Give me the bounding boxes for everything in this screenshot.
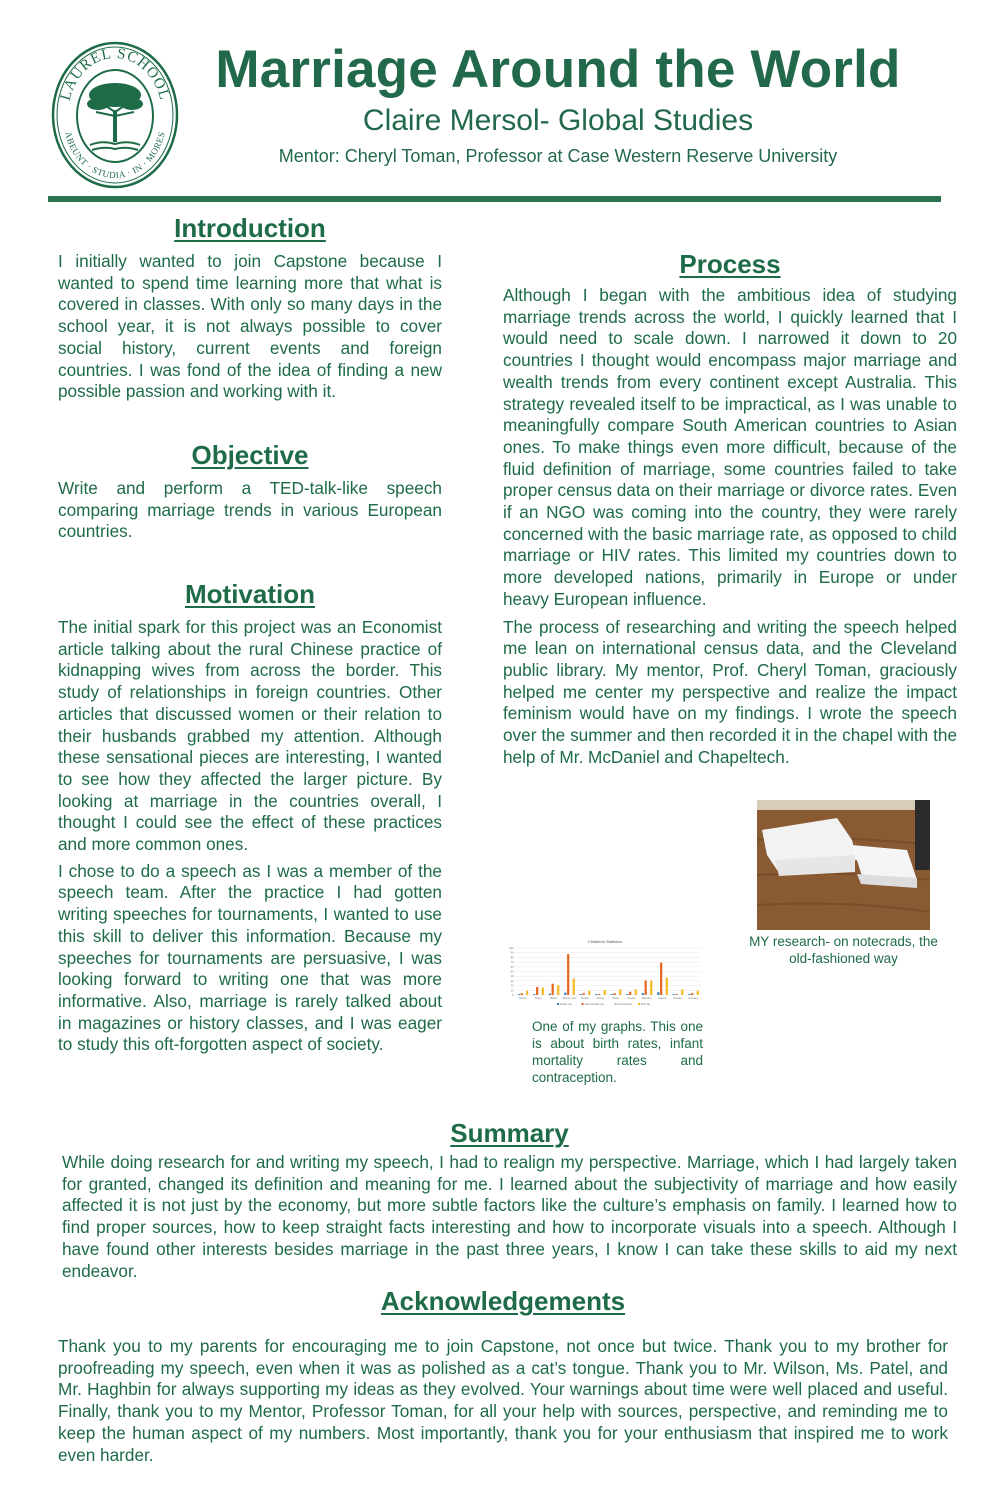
chart-bar (673, 994, 675, 995)
objective-section (58, 440, 442, 543)
chart-bar (657, 992, 659, 995)
childrens-statistics-chart (505, 935, 705, 1010)
chart-bar (629, 992, 631, 995)
introduction-paragraph: I initially wanted to join Capstone because I wanted to spend time learning more that what is covered in classes. With only so many days in the school year, it is not always possible to cover social history, current events and foreign countries. I was fond of the idea of finding a new possible passion and working with it. (58, 251, 442, 402)
chart-bar (518, 994, 520, 995)
chart-x-tick-label: Croatia (580, 997, 589, 1000)
chart-legend-label: Fertility rate (560, 1004, 572, 1006)
chart-bar (691, 993, 693, 995)
chart-bar (549, 994, 551, 995)
chart-y-tick-label: 0 (512, 994, 514, 997)
chart-legend-swatch (557, 1003, 559, 1005)
summary-section (62, 1118, 957, 1282)
process-paragraph-1: Although I began with the ambitious idea of studying marriage trends across the world, I quickly learned that I would need to scale down. I narrowed it down to 20 countries I thought would encompass major marriage and wealth trends from every continent except Australia. This strategy revealed itself to be impractical, as I was unable to meaningfully compare South American countries to Asian ones. To make things even more difficult, because of the fluid definition of marriage, some countries failed to take proper census data on their marriage or divorce rates. Even if an NGO was coming into the country, they were rarely concerned with the basic marriage rate, as opposed to child marriage or HIV rates. This limited my countries down to more developed nations, primarily in Europe or under heavy European influence. (503, 285, 957, 609)
chart-x-tick-label: America (626, 997, 636, 1000)
introduction-section (58, 213, 442, 403)
chart-bar (552, 984, 554, 995)
chart-bar (688, 994, 690, 995)
process-paragraph-2: The process of researching and writing the speech helped me lean on international census data, and the Cleveland public library. My mentor, Prof. Cheryl Toman, graciously helped me center my perspective and realize the impact feminism would have on my findings. I wrote the speech over the summer and then recorded it in the chapel with the help of Mr. McDaniel and Chapeltech. (503, 616, 957, 767)
chart-y-tick-label: 30 (510, 979, 514, 983)
seal-text-top: LAUREL SCHOOL (57, 45, 173, 103)
process-section (503, 249, 957, 768)
chart-bar (536, 987, 538, 995)
chart-x-tick-label: Germany (688, 997, 699, 1000)
chart-bar (626, 994, 628, 995)
chart-bar (635, 989, 637, 995)
objective-paragraph: Write and perform a TED-talk-like speech comparing marriage trends in various European countries. (58, 478, 442, 542)
chart-bar (573, 979, 575, 995)
chart-bar (567, 954, 569, 995)
motivation-heading: Motivation (185, 579, 315, 609)
chart-legend-swatch (615, 1003, 617, 1005)
acknowledgements-heading: Acknowledgements (380, 1286, 626, 1316)
chart-x-tick-label: Turkey (534, 997, 542, 1000)
chart-y-tick-label: 20 (510, 984, 514, 988)
author-subtitle: Claire Mersol- Global Studies (362, 104, 754, 137)
chart-bar (526, 991, 528, 995)
chart-x-tick-label: Sierra Leone (562, 997, 577, 1000)
chart-bar (645, 980, 647, 995)
acknowledgements-paragraph: Thank you to my parents for encouraging me to join Capstone, not once but twice. Thank you to my brother for proofreading my speech, even when it was as polished as a cat’s tongue. Thank you to Mr. Wilson, Ms. Patel, and Mr. Haghbin for always supporting my ideas as they evolved. Your warnings about time were well placed and useful. Finally, thank you to my Mentor, Professor Toman, for all your help with sources, perspective, and reminding me to keep the human aspect of my numbers. Most importantly, thank you for your enthusiasm that inspired me to work even harder. (58, 1336, 948, 1465)
chart-y-tick-label: 100 (509, 947, 514, 950)
chart-legend-label: Contraception (617, 1004, 633, 1006)
chart-bar (588, 991, 590, 995)
chart-bar (564, 993, 566, 995)
chart-x-tick-label: Sweden (673, 997, 683, 1000)
chart-title: Childrens Statistics (587, 939, 623, 944)
chart-x-tick-label: Mexico (549, 997, 558, 1000)
mentor-line: Mentor: Cheryl Toman, Professor at Case Western Reserve University (278, 146, 838, 166)
chart-x-tick-label: Norway (596, 997, 605, 1000)
chart-y-tick-label: 70 (510, 961, 514, 965)
motivation-paragraph-1: The initial spark for this project was an Economist article talking about the rural Chinese practice of kidnapping wives from across the border. This study of relationships in foreign countries. Other articles that discussed women or their relation to their husbands grabbed my attention. Although these sensational pieces are interesting, I wanted to see how they affected the larger picture. By looking at marriage in the countries overall, I thought I could see the effect of these practices and more common ones. (58, 617, 442, 855)
notecards-photo (757, 800, 930, 930)
chart-y-tick-label: 40 (510, 975, 514, 979)
chart-bar (595, 994, 597, 995)
chart-bar (681, 989, 683, 995)
motivation-section (58, 579, 442, 1056)
chart-legend-label: Birth rate (641, 1004, 651, 1006)
chart-y-tick-label: 90 (510, 951, 514, 955)
chart-bar (583, 993, 585, 995)
chart-bar (521, 993, 523, 995)
chart-bar (604, 990, 606, 995)
chart-x-tick-label: Nigeria (658, 997, 667, 1000)
chart-bar (611, 994, 613, 995)
introduction-heading: Introduction (174, 213, 326, 243)
motivation-paragraph-2: I chose to do a speech as I was a member of the speech team. After the practice I had gotten writing speeches for tournaments, I wanted to use this skill to deliver this information. Because my speeches for tournaments are persuasive, I was looking forward to writing one that was more informative. Also, marriage is rarely talked about in magazines or history classes, and I was eager to study this oft-forgotten aspect of society. (58, 860, 442, 1055)
chart-bar (614, 993, 616, 995)
poster-title: Marriage Around the World (215, 40, 901, 99)
chart-bar (598, 994, 600, 995)
chart-x-tick-label: Greece (518, 997, 527, 1000)
chart-caption: One of my graphs. This one is about birth rates, infant mortality rates and contraception. (532, 1019, 703, 1085)
chart-bar (676, 994, 678, 995)
photo-caption: MY research- on notecrads, the old-fashioned way (749, 934, 938, 966)
chart-bar (642, 993, 644, 995)
chart-bar (660, 963, 662, 995)
chart-bar (666, 978, 668, 995)
process-heading: Process (679, 249, 781, 279)
chart-bar (650, 980, 652, 995)
chart-bar (697, 991, 699, 995)
seal-text-bottom: ABEUNT · STUDIA · IN · MORES (63, 130, 167, 181)
chart-x-tick-label: Britain (612, 997, 620, 1000)
chart-y-tick-label: 80 (510, 956, 514, 960)
chart-bar (557, 985, 559, 995)
chart-legend-swatch (582, 1003, 584, 1005)
summary-paragraph: While doing research for and writing my speech, I had to realign my perspective. Marriage, which I had largely taken for granted, changed its definition and meaning for me. I learned about the subjectivity of marriage and how easily affected it is not just by the economy, but more subtle factors like the culture’s emphasis on family. I learned how to find proper sources, how to keep straight facts interesting and how to incorporate visuals into a speech. Although I have found other interests besides marriage in the past three years, I know I can take these skills to aid my next endeavor. (62, 1152, 957, 1281)
objective-heading: Objective (191, 440, 309, 470)
chart-legend-label: Infant Mortality rate (584, 1004, 605, 1006)
chart-bar (533, 994, 535, 995)
laurel-school-seal (50, 40, 180, 190)
chart-bar (619, 989, 621, 995)
chart-y-tick-label: 50 (510, 970, 514, 974)
chart-y-tick-label: 60 (510, 965, 514, 969)
chart-legend-swatch (638, 1003, 640, 1005)
summary-heading: Summary (450, 1118, 569, 1148)
chart-bar (580, 994, 582, 995)
chart-y-tick-label: 10 (510, 989, 514, 993)
acknowledgements-section (58, 1286, 948, 1466)
chart-x-tick-label: Mauritius (641, 997, 652, 1000)
seal-logo-icon (50, 40, 180, 190)
header-divider (48, 196, 941, 202)
chart-bar (542, 987, 544, 995)
